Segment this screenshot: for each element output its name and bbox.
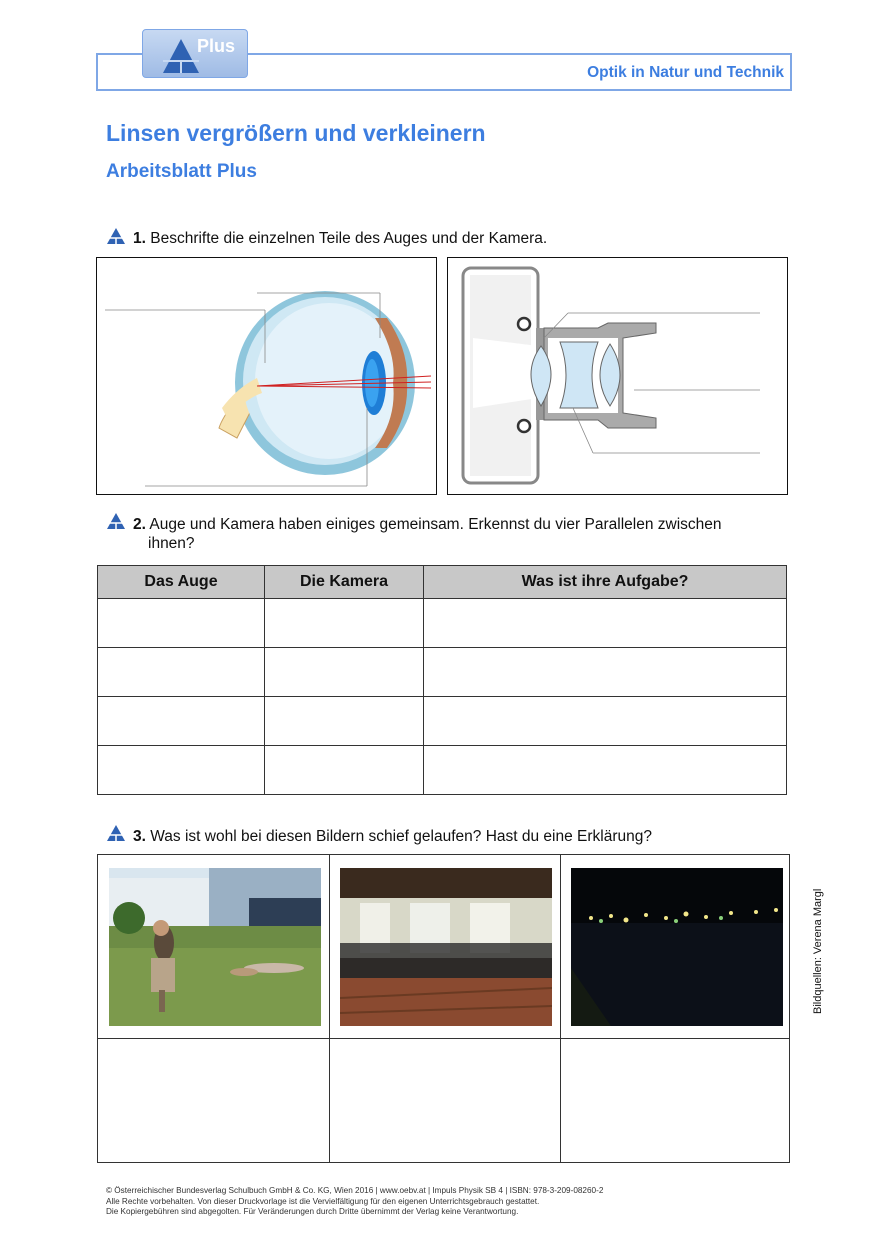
answer-cell[interactable]	[424, 697, 787, 746]
plus-logo	[142, 29, 248, 78]
answer-cell[interactable]	[98, 599, 265, 648]
footer	[106, 1186, 603, 1218]
answer-cell[interactable]	[98, 648, 265, 697]
answer-cell[interactable]	[265, 599, 424, 648]
table-row	[98, 648, 787, 697]
eye-diagram	[97, 258, 435, 493]
header-title: Optik in Natur und Technik	[587, 64, 784, 81]
answer-cell[interactable]	[424, 648, 787, 697]
task-1-instruction	[133, 229, 547, 248]
answer-cell[interactable]	[265, 746, 424, 795]
camera-diagram	[448, 258, 786, 493]
table-header-eye: Das Auge	[98, 566, 265, 599]
answer-cell[interactable]	[424, 746, 787, 795]
photo-blurred-person	[109, 868, 321, 1026]
task-3-instruction	[133, 827, 652, 846]
task-2-instruction	[133, 515, 722, 534]
footer-disclaimer: Die Kopiergebühren sind abgegolten. Für Veränderungen durch Dritte übernimmt der Verlag keine Verantwortung.	[106, 1207, 519, 1216]
page-title: Linsen vergrößern und verkleinern	[106, 120, 486, 146]
eye-diagram-box	[96, 257, 437, 495]
photo-dark-interior	[340, 868, 552, 1026]
image-credit: Bildquellen: Verena Margl	[812, 888, 824, 1014]
task-2-number: 2.	[133, 516, 146, 533]
answer-cell[interactable]	[265, 648, 424, 697]
camera-diagram-box	[447, 257, 788, 495]
answer-cell[interactable]	[265, 697, 424, 746]
table-header-purpose: Was ist ihre Aufgabe?	[424, 566, 787, 599]
table-row	[98, 697, 787, 746]
task-triangle-icon	[106, 824, 126, 842]
task-triangle-icon	[106, 512, 126, 530]
footer-copyright: © Österreichischer Bundesverlag Schulbuch GmbH & Co. KG, Wien 2016 | www.oebv.at | Impuls Physik SB 4 | ISBN: 978-3-209-08260-2	[106, 1186, 604, 1195]
task-3-number: 3.	[133, 828, 146, 845]
task-1-number: 1.	[133, 230, 146, 247]
table-row	[98, 746, 787, 795]
answer-cell[interactable]	[98, 697, 265, 746]
page-subtitle: Arbeitsblatt Plus	[106, 161, 257, 182]
answer-cell[interactable]	[424, 599, 787, 648]
footer-rights: Alle Rechte vorbehalten. Von dieser Druckvorlage ist die Vervielfältigung für den eigenen Unterrichtsgebrauch gestattet.	[106, 1196, 540, 1206]
logo-text: Plus	[197, 36, 236, 56]
comparison-table	[97, 565, 787, 795]
answer-cell[interactable]	[98, 746, 265, 795]
task-1-text: Beschrifte die einzelnen Teile des Auges und der Kamera.	[150, 230, 548, 247]
task-triangle-icon	[106, 227, 126, 245]
photo-night-harbour	[571, 868, 783, 1026]
table-row	[98, 599, 787, 648]
task-2-text: Auge und Kamera haben einiges gemeinsam. Erkennst du vier Parallelen zwischen	[149, 516, 722, 533]
task-2-text-continued: ihnen?	[148, 535, 195, 552]
table-header-camera: Die Kamera	[265, 566, 424, 599]
task-3-text: Was ist wohl bei diesen Bildern schief gelaufen? Hast du eine Erklärung?	[150, 828, 652, 845]
photo-table	[97, 854, 790, 1163]
